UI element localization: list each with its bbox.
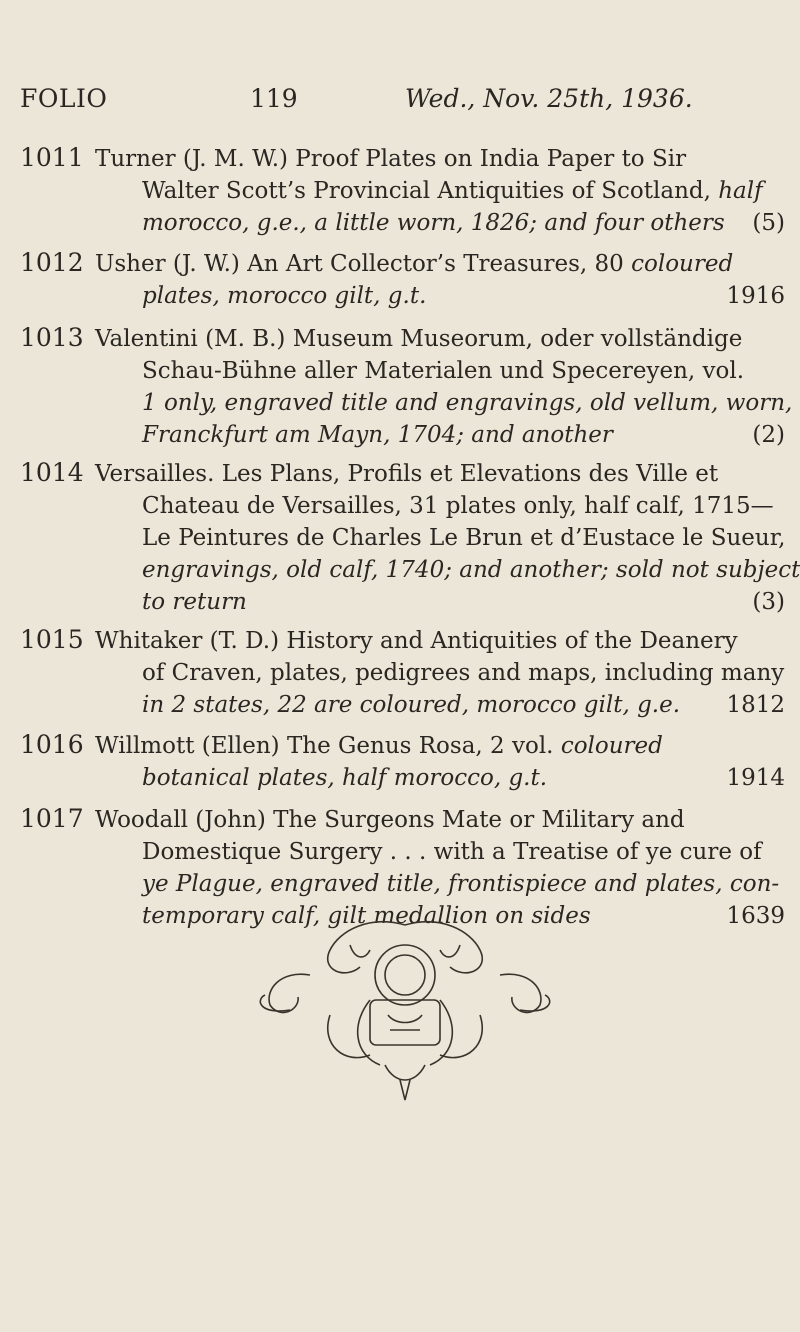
lot-line: temporary calf, gilt medallion on sides 1639 [95, 900, 795, 932]
lot-line: to return (3) [95, 586, 795, 618]
lot-number: 1014 [20, 458, 84, 487]
lot-line: 1 only, engraved title and engravings, old vellum, worn, [142, 390, 793, 416]
lot-number: 1016 [20, 730, 84, 759]
lot-line: Willmott (Ellen) The Genus Rosa, 2 vol. coloured [95, 733, 663, 759]
lot-description [95, 143, 795, 239]
lot-line: Turner (J. M. W.) Proof Plates on India Paper to Sir [95, 146, 687, 172]
page-number: 119 [250, 84, 298, 113]
lot-year: 1914 [726, 765, 785, 791]
lot-year: 1916 [726, 283, 785, 309]
item-count: (3) [752, 589, 785, 615]
lot-line: ye Plague, engraved title, frontispiece and plates, con- [142, 871, 780, 897]
lot-number: 1011 [20, 143, 84, 172]
lot-number: 1017 [20, 804, 84, 833]
lot-line: Woodall (John) The Surgeons Mate or Military and [95, 807, 685, 833]
binding-note: half [718, 178, 763, 204]
lot-line: Whitaker (T. D.) History and Antiquities of the Deanery [95, 628, 738, 654]
lot-line: Schau-Bühne aller Materialen und Specereyen, vol. [142, 358, 745, 384]
lot-description [95, 730, 795, 794]
sale-date: Wed., Nov. 25th, 1936. [405, 84, 693, 113]
lot-line: Franckfurt am Mayn, 1704; and another (2) [95, 419, 795, 451]
item-count: (5) [752, 210, 785, 236]
item-count: (2) [752, 422, 785, 448]
lot-line: Usher (J. W.) An Art Collector’s Treasures, 80 coloured [95, 251, 734, 277]
lot-line: morocco, g.e., a little worn, 1826; and four others (5) [95, 207, 795, 239]
lot-number: 1015 [20, 625, 84, 654]
lot-year: 1812 [726, 692, 785, 718]
folio-label: FOLIO [20, 84, 108, 113]
lot-year: 1639 [726, 903, 785, 929]
lot-line: engravings, old calf, 1740; and another; sold not subject [142, 557, 800, 583]
plate-note: coloured [560, 733, 663, 759]
lot-line: Chateau de Versailles, 31 plates only, half calf, 1715— [142, 493, 774, 519]
lot-description [95, 458, 800, 618]
page-header [0, 84, 800, 124]
lot-line: plates, morocco gilt, g.t. 1916 [95, 280, 795, 312]
lot-description [95, 625, 795, 721]
lot-line: of Craven, plates, pedigrees and maps, including many [142, 660, 785, 686]
lot-line: in 2 states, 22 are coloured, morocco gilt, g.e. 1812 [95, 689, 795, 721]
plate-note: coloured [631, 251, 734, 277]
lot-line: botanical plates, half morocco, g.t. 1914 [95, 762, 795, 794]
lot-line: Versailles. Les Plans, Profils et Elevations des Ville et [95, 461, 719, 487]
lot-number: 1012 [20, 248, 84, 277]
lot-line: Le Peintures de Charles Le Brun et d’Eustace le Sueur, [142, 525, 786, 551]
lot-line: Domestique Surgery . . . with a Treatise of ye cure of [142, 839, 762, 865]
decorative-ornament-icon [250, 905, 560, 1105]
lot-description [95, 323, 795, 451]
lot-line: Valentini (M. B.) Museum Museorum, oder vollständige [95, 326, 743, 352]
lot-description [95, 248, 795, 312]
lot-line: Walter Scott’s Provincial Antiquities of Scotland, half [142, 178, 763, 204]
lot-number: 1013 [20, 323, 84, 352]
